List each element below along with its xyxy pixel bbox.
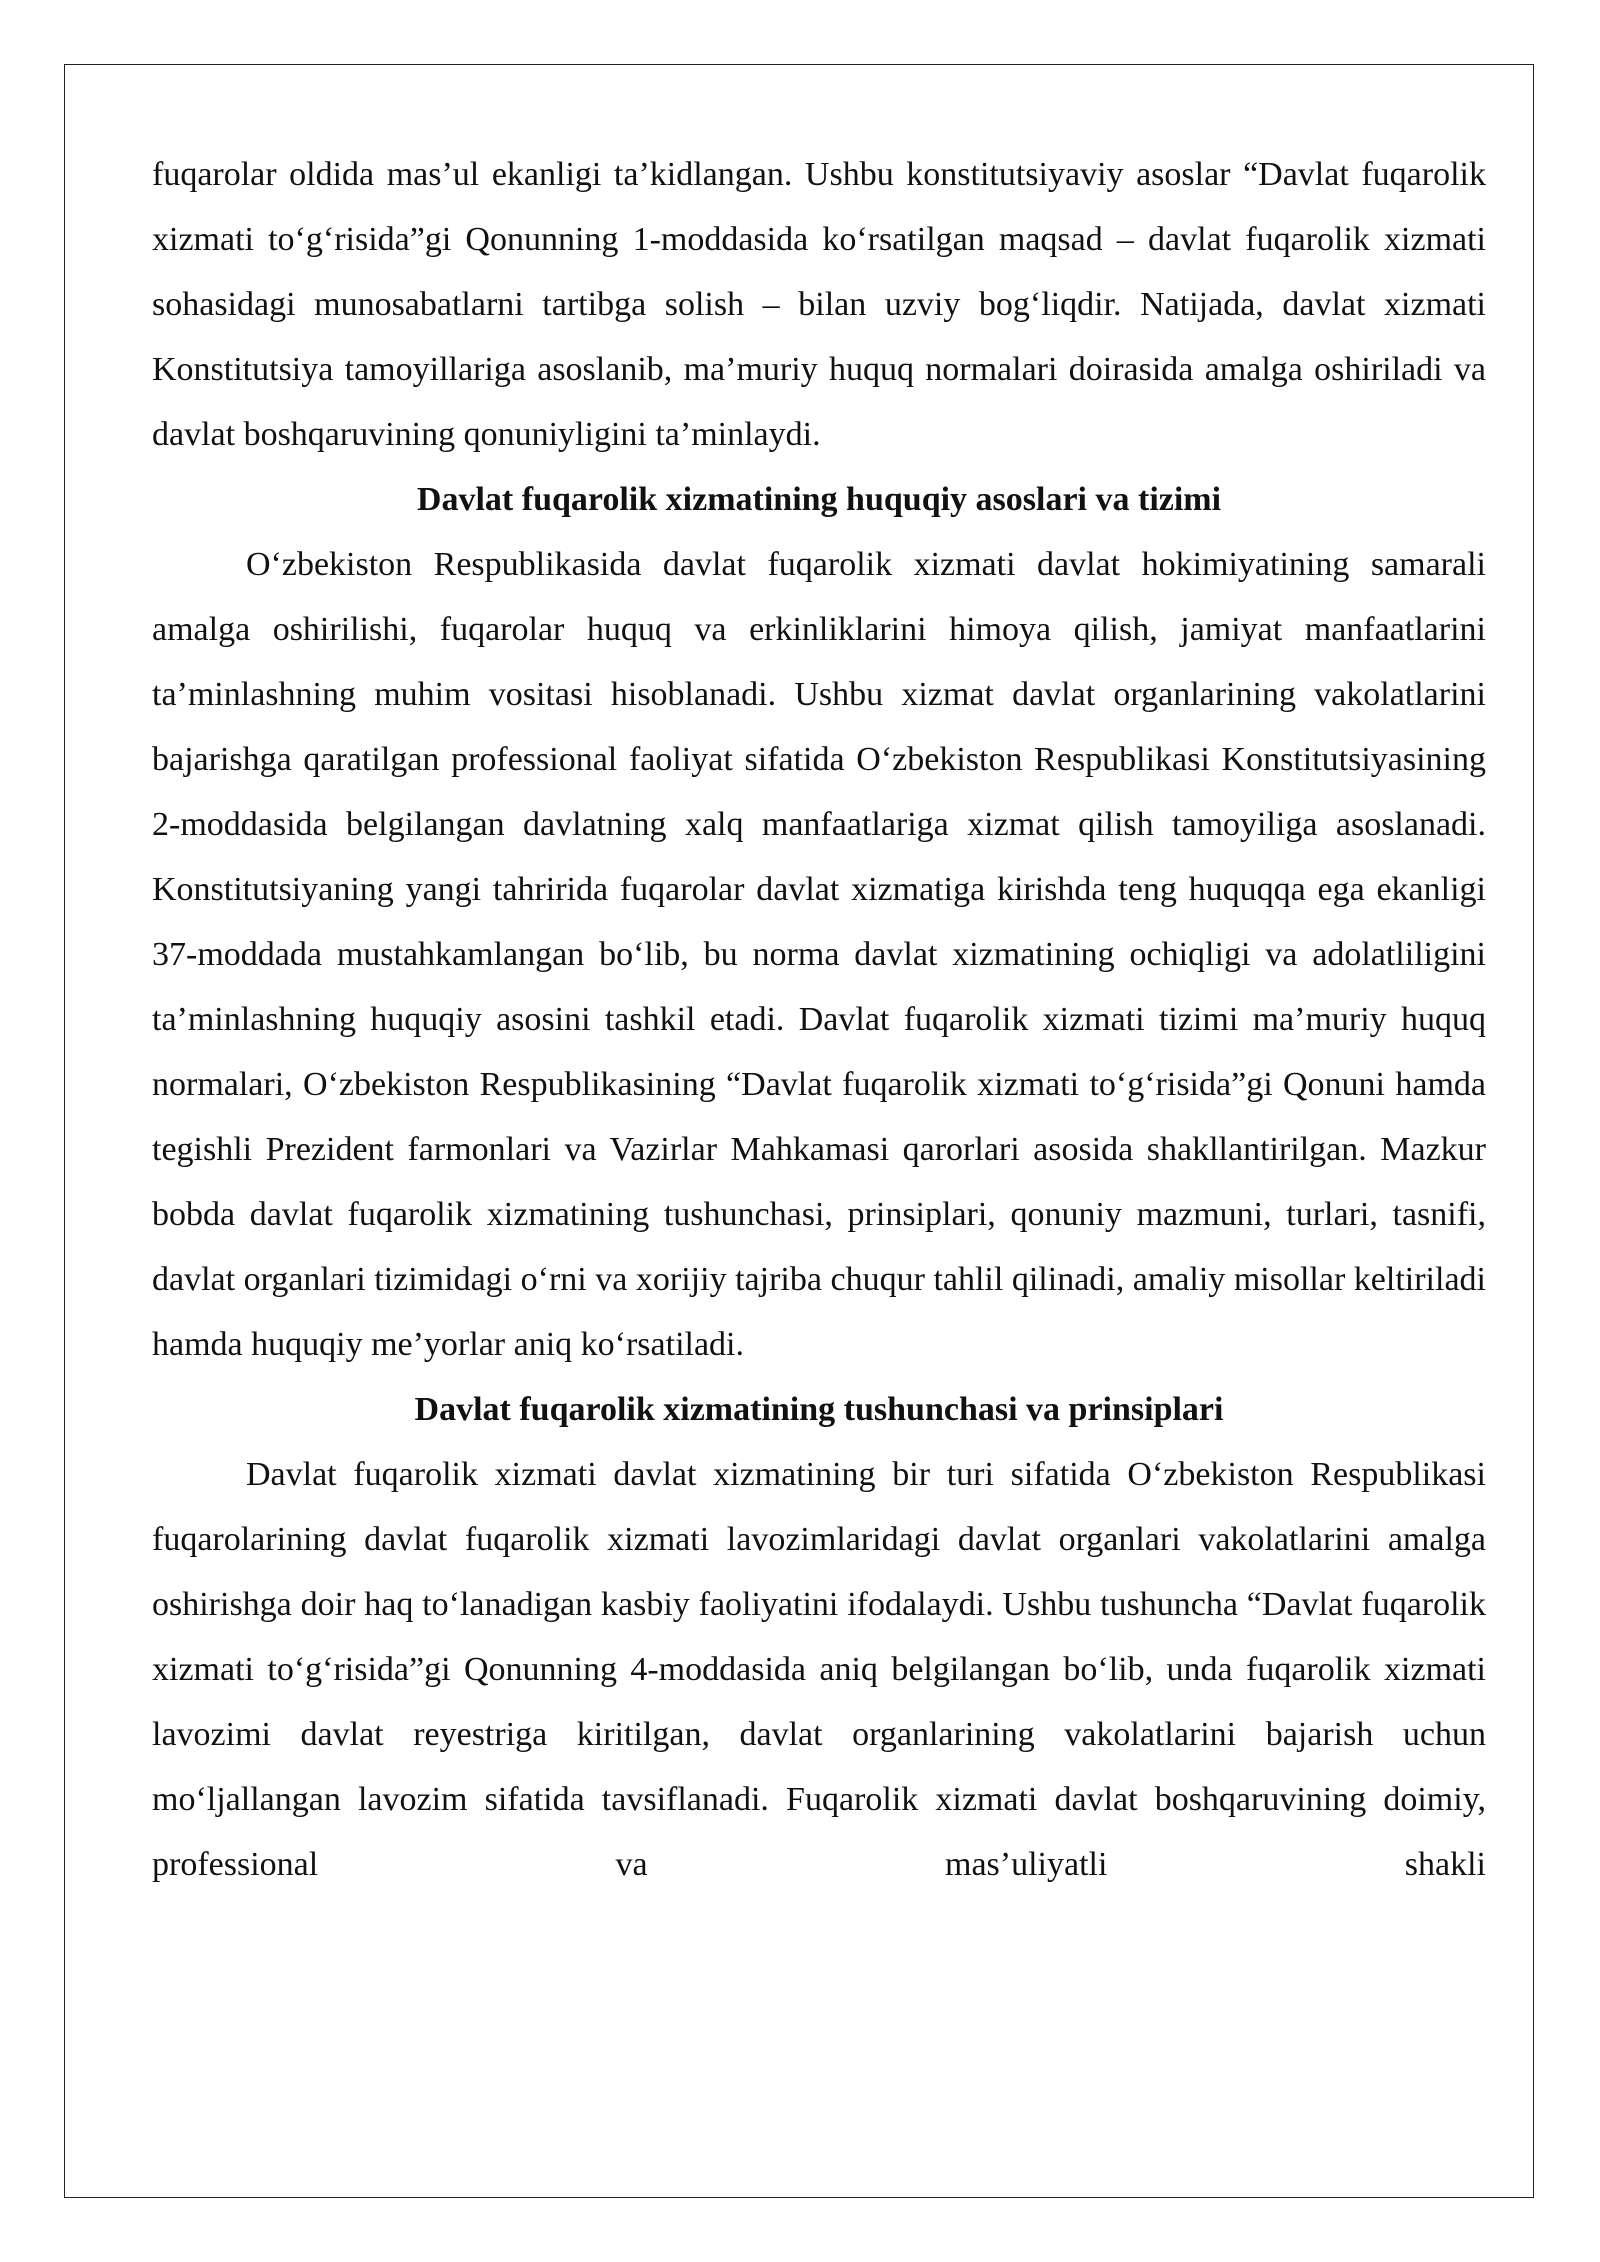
paragraph-continuation: fuqarolar oldida mas’ul ekanligi ta’kidlangan. Ushbu konstitutsiyaviy asoslar “Davlat fuqarolik xizmati to‘g‘risida”gi Qonunning 1-moddasida ko‘rsatilgan maqsad – davlat fuqarolik xizmati sohasidagi munosabatlarni tartibga solish – bilan uzviy bog‘liqdir. Natijada, davlat xizmati Konstitutsiya tamoyillariga asoslanib, ma’muriy huquq normalari doirasida amalga oshiriladi va davlat boshqaruvining qonuniyligini ta’minlaydi. xyxy=(152,156,1486,453)
document-body xyxy=(152,142,1486,1897)
section-heading-legal-basis: Davlat fuqarolik xizmatining huquqiy asoslari va tizimi xyxy=(416,481,1222,518)
paragraph-concept: Davlat fuqarolik xizmati davlat xizmatining bir turi sifatida O‘zbekiston Respublikasi fuqarolarining davlat fuqarolik xizmati lavozimlaridagi davlat organlari vakolatlarini amalga oshirishga doir haq to‘lanadigan kasbiy faoliyatini ifodalaydi. Ushbu tushuncha “Davlat fuqarolik xizmati to‘g‘risida”gi Qonunning 4-moddasida aniq belgilangan bo‘lib, unda fuqarolik xizmati lavozimi davlat reyestriga kiritilgan, davlat organlarining vakolatlarini bajarish uchun mo‘ljallangan lavozim sifatida tavsiflanadi. Fuqarolik xizmati davlat boshqaruvining doimiy, professional va mas’uliyatli shakli xyxy=(152,1456,1486,1883)
paragraph-legal-basis: O‘zbekiston Respublikasida davlat fuqarolik xizmati davlat hokimiyatining samarali amalga oshirilishi, fuqarolar huquq va erkinliklarini himoya qilish, jamiyat manfaatlarini ta’minlashning muhim vositasi hisoblanadi. Ushbu xizmat davlat organlarining vakolatlarini bajarishga qaratilgan professional faoliyat sifatida O‘zbekiston Respublikasi Konstitutsiyasining 2-moddasida belgilangan davlatning xalq manfaatlariga xizmat qilish tamoyiliga asoslanadi. Konstitutsiyaning yangi tahririda fuqarolar davlat xizmatiga kirishda teng huquqqa ega ekanligi 37-moddada mustahkamlangan bo‘lib, bu norma davlat xizmatining ochiqligi va adolatliligini ta’minlashning huquqiy asosini tashkil etadi. Davlat fuqarolik xizmati tizimi ma’muriy huquq normalari, O‘zbekiston Respublikasining “Davlat fuqarolik xizmati to‘g‘risida”gi Qonuni hamda tegishli Prezident farmonlari va Vazirlar Mahkamasi qarorlari asosida shakllantirilgan. Mazkur bobda davlat fuqarolik xizmatining tushunchasi, prinsiplari, qonuniy mazmuni, turlari, tasnifi, davlat organlari tizimidagi o‘rni va xorijiy tajriba chuqur tahlil qilinadi, amaliy misollar keltiriladi hamda huquqiy me’yorlar aniq ko‘rsatiladi. xyxy=(152,546,1486,1363)
section-heading-concept-principles: Davlat fuqarolik xizmatining tushunchasi va prinsiplari xyxy=(414,1391,1224,1428)
